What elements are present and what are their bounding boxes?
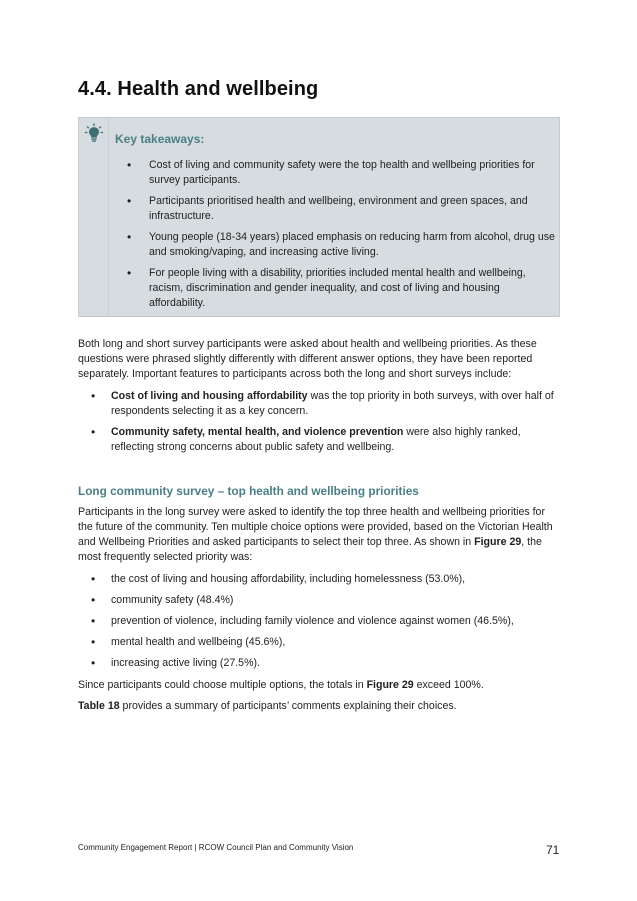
- takeaway-item: • Young people (18-34 years) placed emphasis on reducing harm from alcohol, drug use and smoking/vaping, and increasing active living.: [115, 230, 555, 260]
- priority-item: • mental health and wellbeing (45.6%),: [78, 635, 562, 650]
- figure-reference: Figure 29: [366, 679, 414, 691]
- takeaways-title: Key takeaways:: [115, 132, 205, 146]
- key-point-item: [78, 389, 562, 419]
- paragraph-text: provides a summary of participants’ comments explaining their choices.: [119, 700, 457, 712]
- lightbulb-icon: [85, 123, 103, 143]
- takeaways-list: [115, 158, 555, 317]
- long-survey-section: [78, 505, 562, 714]
- priorities-list: [78, 572, 562, 671]
- section-title: 4.4. Health and wellbeing: [78, 78, 319, 100]
- intro-section: [78, 337, 562, 455]
- key-point-bold: Community safety, mental health, and violence prevention: [111, 426, 404, 438]
- priority-item: • prevention of violence, including family violence and violence against women (46.5%),: [78, 614, 562, 629]
- takeaway-item: • Participants prioritised health and wellbeing, environment and green spaces, and infrastructure.: [115, 194, 555, 224]
- intro-paragraph: Both long and short survey participants were asked about health and wellbeing priorities. As these questions were phrased slightly differently with different answer options, they have been reported separately. Important features to participants across both the long and short surveys include:: [78, 338, 537, 380]
- table-note: [78, 699, 562, 714]
- key-point-text: was the top priority in both surveys, with over half of respondents selecting it as a key concern.: [111, 390, 554, 417]
- footer-title: Community Engagement Report | RCOW Council Plan and Community Vision: [78, 843, 354, 852]
- page-number: 71: [546, 843, 560, 857]
- takeaway-item: • For people living with a disability, priorities included mental health and wellbeing, racism, discrimination and gender inequality, and cost of living and housing affordability.: [115, 266, 555, 311]
- totals-note: [78, 678, 562, 693]
- key-takeaways-panel: [78, 117, 560, 317]
- figure-reference: Figure 29: [474, 536, 522, 548]
- priority-item: • community safety (48.4%): [78, 593, 562, 608]
- paragraph-text: Participants in the long survey were asked to identify the top three health and wellbeing priorities for the future of the community. Ten multiple choice options were provided, based on the Victorian Health and Wellbeing Priorities and asked participants to select their top three. As shown in: [78, 506, 553, 548]
- key-point-bold: Cost of living and housing affordability: [111, 390, 308, 402]
- key-point-item: [78, 425, 562, 455]
- key-points-list: [78, 389, 562, 455]
- priority-item: • the cost of living and housing affordability, including homelessness (53.0%),: [78, 572, 562, 587]
- paragraph-text: , the most frequently selected priority was:: [78, 536, 542, 563]
- key-point-text: were also highly ranked, reflecting strong concerns about public safety and wellbeing.: [111, 426, 521, 453]
- paragraph-text: exceed 100%.: [413, 679, 484, 691]
- takeaway-item: • Cost of living and community safety were the top health and wellbeing priorities for survey participants.: [115, 158, 555, 188]
- long-survey-paragraph: [78, 505, 562, 565]
- takeaways-gutter: [79, 118, 109, 316]
- priority-item: • increasing active living (27.5%).: [78, 656, 562, 671]
- paragraph-text: Since participants could choose multiple options, the totals in: [78, 679, 367, 691]
- subheading: Long community survey – top health and wellbeing priorities: [78, 484, 419, 498]
- table-reference: Table 18: [78, 700, 120, 712]
